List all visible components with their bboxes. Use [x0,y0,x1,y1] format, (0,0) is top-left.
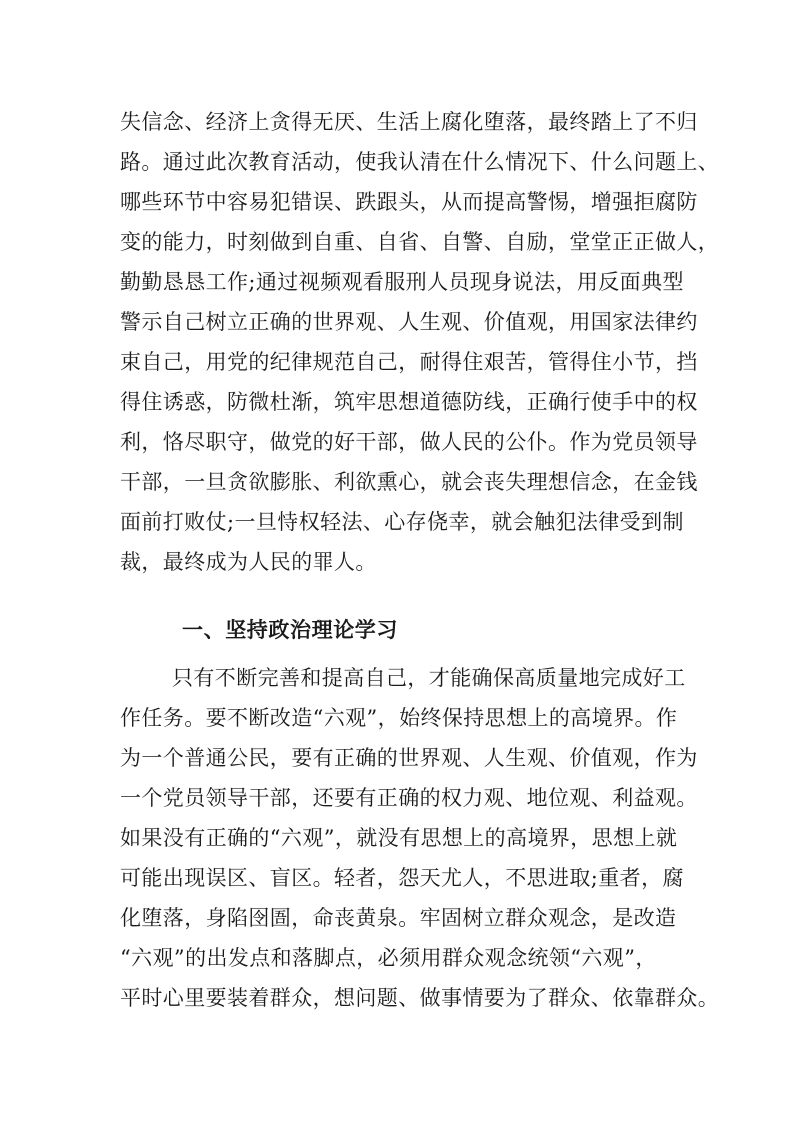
text-line: 路。通过此次教育活动，使我认清在什么情况下、什么问题上、 [120,150,720,174]
text-line: 如果没有正确的“六观”，就没有思想上的高境界，思想上就 [120,826,678,850]
text-line: 得住诱惑，防微杜渐，筑牢思想道德防线，正确行使手中的权 [120,390,698,414]
text-line: 警示自己树立正确的世界观、人生观、价值观，用国家法律约 [120,310,698,334]
text-line: 利，恪尽职守，做党的好干部，做人民的公仆。作为党员领导 [120,430,698,454]
text-line: 干部，一旦贪欲膨胀、利欲熏心，就会丧失理想信念，在金钱 [120,470,698,494]
text-line: 一个党员领导干部，还要有正确的权力观、地位观、利益观。 [120,786,698,810]
paragraph-2 [120,658,720,1018]
text-line: 失信念、经济上贪得无厌、生活上腐化堕落，最终踏上了不归 [120,110,698,134]
paragraph-1 [120,102,720,582]
text-line: 面前打败仗;一旦恃权轻法、心存侥幸，就会触犯法律受到制 [120,510,684,534]
text-line: 变的能力，时刻做到自重、自省、自警、自励，堂堂正正做人， [120,230,720,254]
text-line: 平时心里要装着群众，想问题、做事情要为了群众、依靠群众。 [120,986,720,1010]
text-line: 勤勤恳恳工作;通过视频观看服刑人员现身说法，用反面典型 [120,270,684,294]
text-line: 化堕落，身陷囹圄，命丧黄泉。牢固树立群众观念，是改造 [120,906,677,930]
section-heading: 一、坚持政治理论学习 [182,618,398,642]
text-line: “六观”的出发点和落脚点，必须用群众观念统领“六观”， [120,946,657,970]
text-line: 裁，最终成为人民的罪人。 [120,550,377,574]
text-line: 作任务。要不断改造“六观”，始终保持思想上的高境界。作 [120,706,678,730]
text-line: 可能出现误区、盲区。轻者，怨天尤人，不思进取;重者，腐 [120,866,684,890]
text-line: 束自己，用党的纪律规范自己，耐得住艰苦，管得住小节，挡 [120,350,698,374]
text-line: 为一个普通公民，要有正确的世界观、人生观、价值观，作为 [120,746,698,770]
text-line: 只有不断完善和提高自己，才能确保高质量地完成好工 [172,666,686,690]
text-line: 哪些环节中容易犯错误、跌跟头，从而提高警惕，增强拒腐防 [120,190,698,214]
